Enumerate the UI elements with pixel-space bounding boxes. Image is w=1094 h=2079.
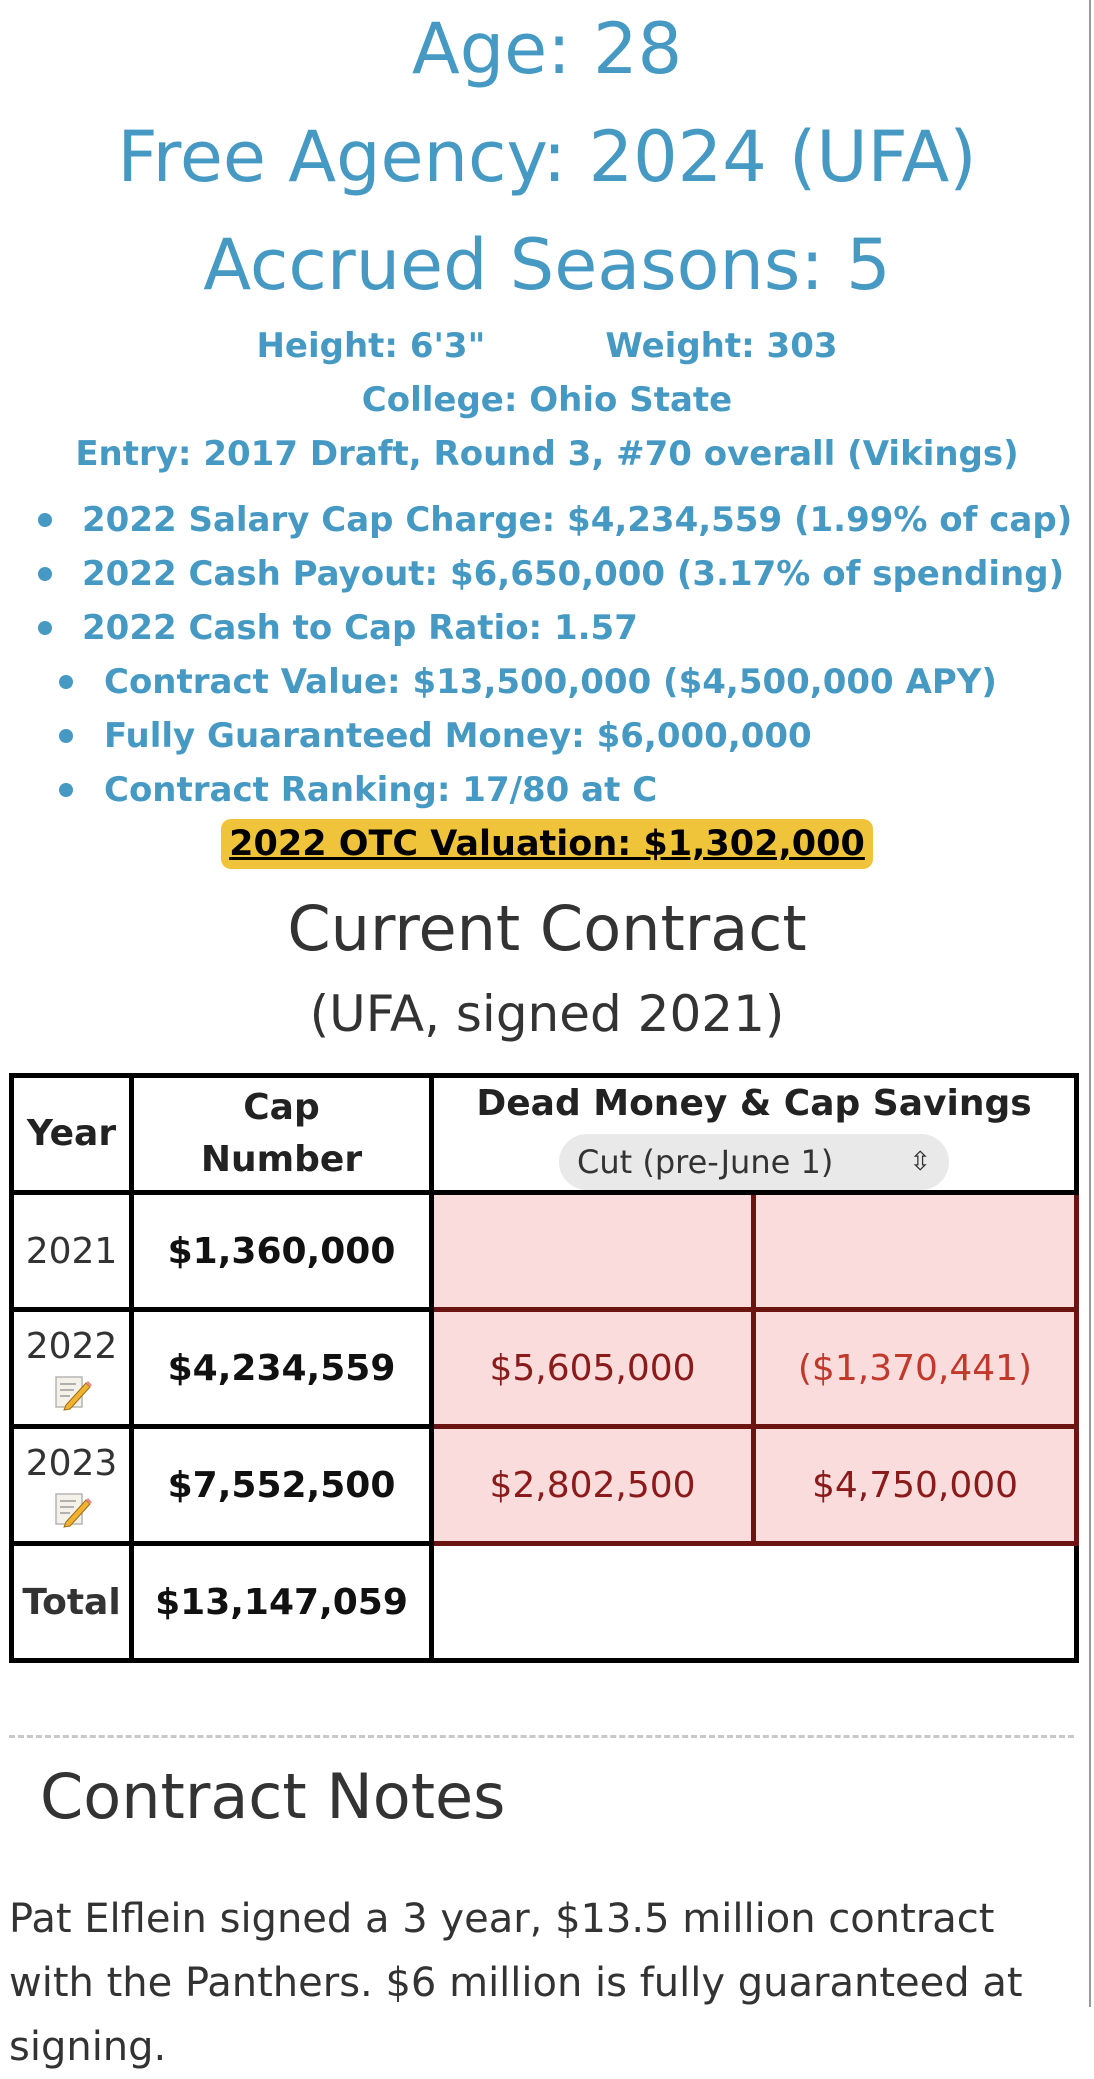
cap-savings-cell: $4,750,000 <box>754 1427 1077 1544</box>
edit-notes-icon[interactable] <box>52 1488 92 1528</box>
year-label: 2023 <box>25 1442 118 1484</box>
cap-header-line1: Cap <box>243 1087 320 1128</box>
table-row <box>12 1193 1077 1310</box>
table-row <box>12 1310 1077 1427</box>
height-text: Height: 6'3" <box>256 326 486 366</box>
table-total-row <box>12 1544 1077 1661</box>
list-item: 2022 Cash Payout: $6,650,000 (3.17% of spending) <box>0 547 1094 601</box>
total-label-cell: Total <box>12 1544 132 1661</box>
current-contract-title: Current Contract <box>287 892 807 965</box>
year-header: Year <box>12 1076 132 1193</box>
list-item: 2022 Cash to Cap Ratio: 1.57 <box>0 601 1094 655</box>
select-arrows-icon: ⇳ <box>909 1147 931 1177</box>
entry-text: Entry: 2017 Draft, Round 3, #70 overall (Vikings) <box>75 434 1019 474</box>
total-empty-cell <box>432 1544 1077 1661</box>
age-text: Age: 28 <box>411 8 683 90</box>
dead-money-cell: $5,605,000 <box>432 1310 754 1427</box>
dead-money-cell: $2,802,500 <box>432 1427 754 1544</box>
free-agency-text: Free Agency: 2024 (UFA) <box>117 116 977 198</box>
year-cell <box>12 1427 132 1544</box>
accrued-seasons-text: Accrued Seasons: 5 <box>203 224 891 306</box>
contract-notes-title: Contract Notes <box>40 1760 506 1833</box>
cap-cell: $4,234,559 <box>132 1310 432 1427</box>
otc-valuation-link[interactable]: 2022 OTC Valuation: $1,302,000 <box>221 819 873 869</box>
height-weight-line <box>0 319 1094 373</box>
year-cell <box>12 1310 132 1427</box>
college-text: College: Ohio State <box>361 380 733 420</box>
total-cap-cell: $13,147,059 <box>132 1544 432 1661</box>
contract-stats-list <box>0 493 1094 817</box>
cap-savings-cell <box>754 1193 1077 1310</box>
list-item: Contract Value: $13,500,000 ($4,500,000 APY) <box>0 655 1094 709</box>
contract-subtitle: (UFA, signed 2021) <box>309 985 785 1043</box>
dead-money-header-label: Dead Money & Cap Savings <box>476 1083 1032 1124</box>
year-label: 2022 <box>25 1325 118 1367</box>
cap-header-line2: Number <box>200 1139 363 1180</box>
cap-savings-cell: ($1,370,441) <box>754 1310 1077 1427</box>
dead-money-cell <box>432 1193 754 1310</box>
cap-number-header <box>132 1076 432 1193</box>
list-item: Fully Guaranteed Money: $6,000,000 <box>0 709 1094 763</box>
cut-scenario-select[interactable] <box>559 1134 949 1190</box>
year-cell: 2021 <box>12 1193 132 1310</box>
contract-notes-body: Pat Elflein signed a 3 year, $13.5 million contract with the Panthers. $6 million is fully guaranteed at signing. <box>9 1896 1023 2070</box>
page-scroll-edge <box>1089 0 1091 2007</box>
list-item: Contract Ranking: 17/80 at C <box>0 763 1094 817</box>
table-header-row <box>12 1076 1077 1193</box>
cut-scenario-value: Cut (pre-June 1) <box>577 1143 834 1181</box>
edit-notes-icon[interactable] <box>52 1371 92 1411</box>
player-profile <box>0 0 1094 481</box>
cap-cell: $7,552,500 <box>132 1427 432 1544</box>
valuation-container <box>0 819 1094 869</box>
dead-money-header <box>432 1076 1077 1193</box>
section-divider <box>9 1735 1074 1738</box>
weight-text: Weight: 303 <box>605 326 838 366</box>
cap-cell: $1,360,000 <box>132 1193 432 1310</box>
list-item: 2022 Salary Cap Charge: $4,234,559 (1.99% of cap) <box>0 493 1094 547</box>
table-row <box>12 1427 1077 1544</box>
contract-table <box>9 1073 1079 1663</box>
